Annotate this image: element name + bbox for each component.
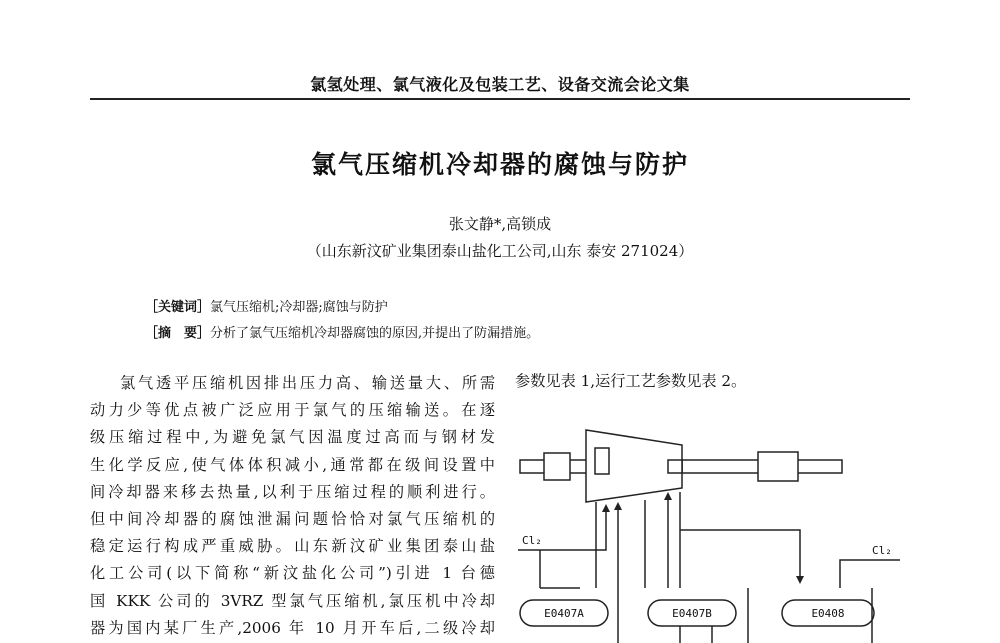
impeller-outlet <box>668 460 682 473</box>
body-line: 稳定运行构成严重威胁。山东新汶矿业集团泰山盐 <box>90 537 495 556</box>
body-line: 级压缩过程中,为避免氯气因温度过高而与钢材发 <box>90 428 495 447</box>
coupling-right <box>758 452 798 481</box>
impeller-block <box>595 448 609 474</box>
body-line: 间冷却器来移去热量,以利于压缩过程的顺利进行。 <box>90 482 495 501</box>
abstract-text: 分析了氯气压缩机冷却器腐蚀的原因,并提出了防漏措施。 <box>210 326 540 341</box>
body-line: 器为国内某厂生产,2006 年 10 月开车后,二级冷却 <box>90 618 495 637</box>
coupling-left <box>544 453 570 480</box>
body-line: 但中间冷却器的腐蚀泄漏问题恰恰对氯气压缩机的 <box>90 510 495 529</box>
keywords-line <box>145 296 388 315</box>
abstract-line <box>145 322 539 341</box>
running-header: 氯氢处理、氯气液化及包装工艺、设备交流会论文集 <box>310 75 690 94</box>
inlet-label: Cl₂ <box>522 534 542 547</box>
body-line: 动力少等优点被广泛应用于氯气的压缩输送。在逐 <box>90 401 495 420</box>
cooler-label-e0408: E0408 <box>811 607 845 620</box>
body-line: 化工公司(以下简称“新汶盐化公司”)引进 1 台德 <box>90 564 495 583</box>
cooler-label-e0407a: E0407A <box>544 607 584 620</box>
body-line: 生化学反应,使气体体积减小,通常都在级间设置中 <box>90 455 495 474</box>
paper-affiliation: （山东新汶矿业集团泰山盐化工公司,山东 泰安 271024） <box>306 242 694 260</box>
outlet-pipe <box>840 560 900 588</box>
paper-authors: 张文静*,高锁成 <box>448 215 552 233</box>
body-left-column <box>90 370 495 642</box>
cooler-label-e0407b: E0407B <box>672 607 712 620</box>
paper-title: 氯气压缩机冷却器的腐蚀与防护 <box>310 150 689 179</box>
outlet-label: Cl₂ <box>872 544 892 557</box>
keywords-label: ［关键词］ <box>145 300 211 315</box>
body-line: 国 KKK 公司的 3VRZ 型氯气压缩机,氯压机中冷却 <box>90 591 495 610</box>
right-column-text: 参数见表 1,运行工艺参数见表 2。 <box>515 372 747 390</box>
compressor-process-diagram <box>500 410 900 643</box>
abstract-label: ［摘 要］ <box>145 326 211 341</box>
header-rule <box>90 98 910 100</box>
keywords-text: 氯气压缩机;冷却器;腐蚀与防护 <box>210 300 388 315</box>
body-line: 氯气透平压缩机因排出压力高、输送量大、所需 <box>120 374 495 392</box>
